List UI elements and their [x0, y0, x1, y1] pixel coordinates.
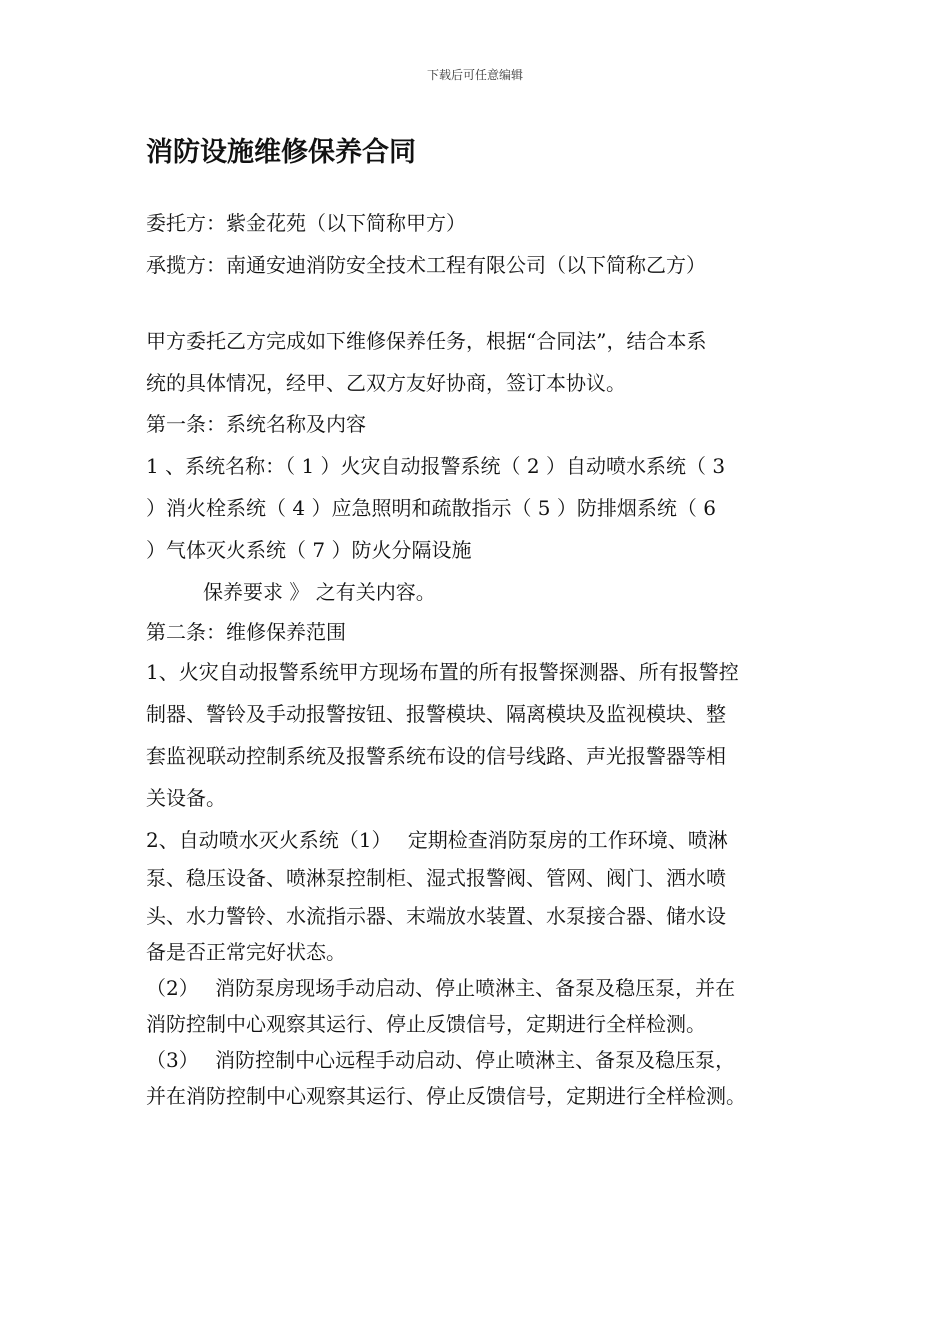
paragraph-line: 关设备。: [146, 786, 226, 810]
header-note: 下载后可任意编辑: [426, 68, 523, 82]
paragraph-line: 头、水力警铃、水流指示器、末端放水装置、水泵接合器、储水设: [146, 904, 726, 928]
paragraph-line: 并在消防控制中心观察其运行、停止反馈信号，定期进行全样检测。: [146, 1084, 746, 1108]
paragraph-line: 消防控制中心观察其运行、停止反馈信号，定期进行全样检测。: [146, 1012, 706, 1036]
paragraph-line: （2） 消防泵房现场手动启动、停止喷淋主、备泵及稳压泵，并在: [146, 976, 736, 1000]
paragraph-line: 保养要求 》 之有关内容。: [203, 580, 436, 604]
paragraph-line: ）气体灭火系统（ 7 ）防火分隔设施: [146, 538, 472, 562]
paragraph-line: 甲方委托乙方完成如下维修保养任务，根据“合同法”，结合本系: [146, 329, 707, 353]
paragraph-line: 统的具体情况，经甲、乙双方友好协商，签订本协议。: [146, 371, 626, 395]
paragraph-line: 1、火灾自动报警系统甲方现场布置的所有报警探测器、所有报警控: [146, 660, 739, 684]
contractor-line: 承揽方：南通安迪消防安全技术工程有限公司（以下简称乙方）: [146, 253, 706, 277]
paragraph-line: 套监视联动控制系统及报警系统布设的信号线路、声光报警器等相: [146, 744, 726, 768]
paragraph-line: 2、自动喷水灭火系统（1） 定期检查消防泵房的工作环境、喷淋: [146, 828, 728, 852]
paragraph-line: 1 、系统名称：（ 1 ）火灾自动报警系统（ 2 ）自动喷水系统（ 3: [146, 454, 726, 478]
paragraph-line: ）消火栓系统（ 4 ）应急照明和疏散指示（ 5 ）防排烟系统（ 6: [146, 496, 716, 520]
paragraph-line: 备是否正常完好状态。: [146, 940, 346, 964]
paragraph-line: 制器、警铃及手动报警按钮、报警模块、隔离模块及监视模块、整: [146, 702, 726, 726]
client-line: 委托方：紫金花苑（以下简称甲方）: [146, 211, 466, 235]
document-title: 消防设施维修保养合同: [146, 137, 416, 168]
paragraph-line: （3） 消防控制中心远程手动启动、停止喷淋主、备泵及稳压泵，: [146, 1048, 736, 1072]
article-heading-2: 第二条：维修保养范围: [146, 620, 346, 644]
article-heading-1: 第一条：系统名称及内容: [146, 412, 366, 436]
paragraph-line: 泵、稳压设备、喷淋泵控制柜、湿式报警阀、管网、阀门、洒水喷: [146, 866, 726, 890]
